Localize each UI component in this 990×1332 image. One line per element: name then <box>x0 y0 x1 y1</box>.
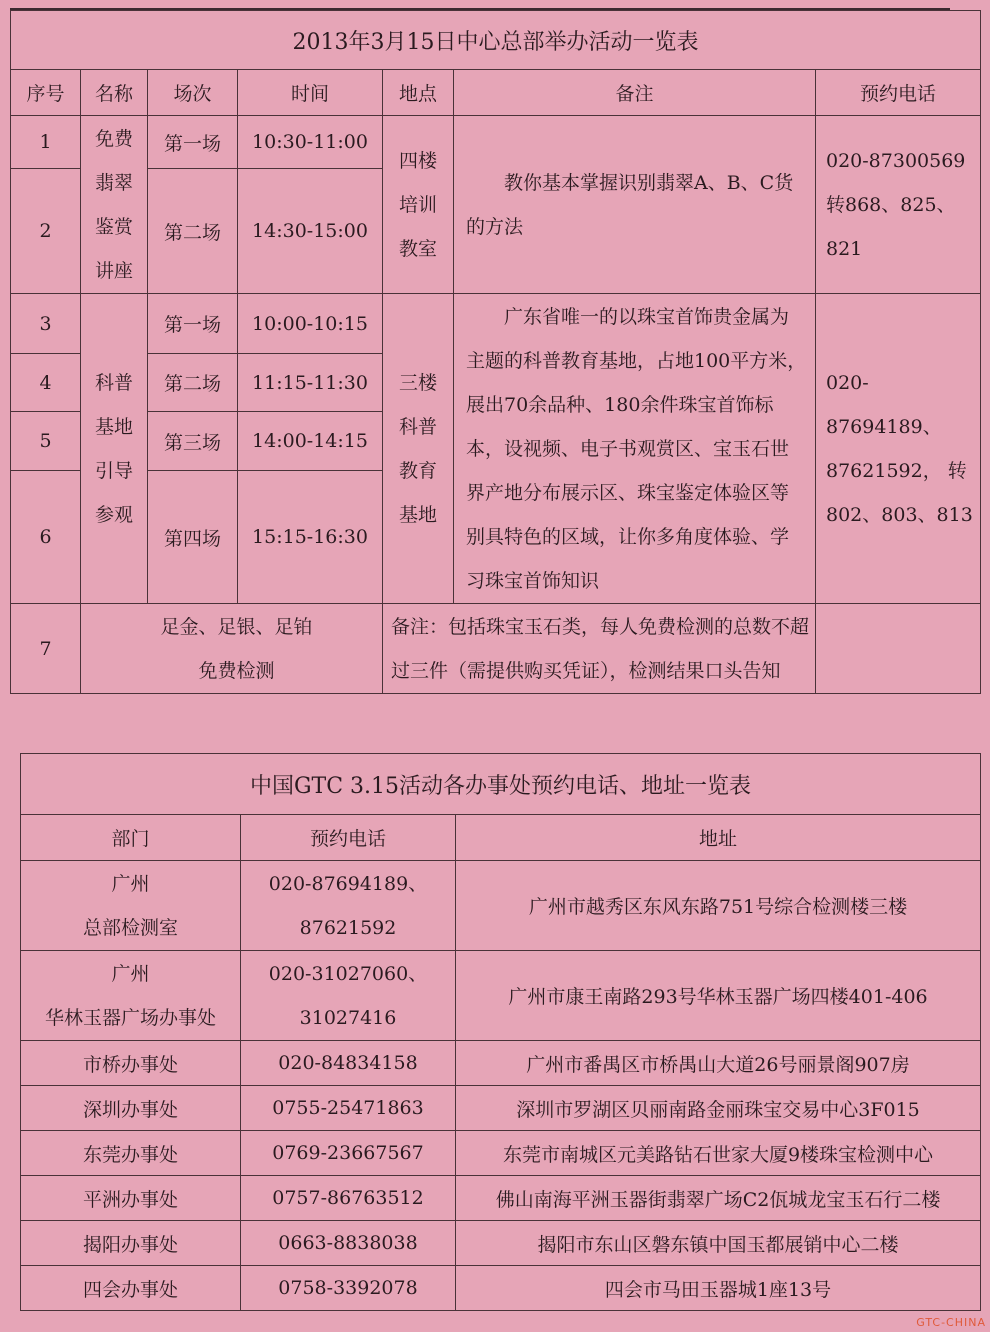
phone <box>241 951 456 1041</box>
table-row <box>11 294 981 354</box>
activity-schedule-table <box>10 10 981 694</box>
address: 四会市马田玉器城1座13号 <box>456 1266 981 1311</box>
dept-line: 广州 <box>111 872 150 895</box>
phone: 0758-3392078 <box>241 1266 456 1311</box>
name-line: 基地 <box>94 415 133 438</box>
table-row <box>21 1221 981 1266</box>
phone-line: 转868、825、821 <box>826 193 956 260</box>
department: 东莞办事处 <box>21 1131 241 1176</box>
table2-header-row <box>21 815 981 861</box>
header-phone: 预约电话 <box>816 70 981 116</box>
name-line: 引导 <box>94 459 133 482</box>
location-line: 基地 <box>398 503 437 526</box>
table-row <box>11 116 981 169</box>
location-line: 三楼 <box>398 371 437 394</box>
name-line: 讲座 <box>94 259 133 282</box>
header-time: 时间 <box>238 70 383 116</box>
header-address: 地址 <box>456 815 981 861</box>
phone <box>241 861 456 951</box>
time: 11:15-11:30 <box>238 354 383 412</box>
phone-line: 31027416 <box>299 1006 397 1029</box>
table-row <box>21 861 981 951</box>
address: 深圳市罗湖区贝丽南路金丽珠宝交易中心3F015 <box>456 1086 981 1131</box>
header-phone: 预约电话 <box>241 815 456 861</box>
activity-name <box>81 116 148 294</box>
remark-line: 备注：包括珠宝玉石类，每人免费检测的总数不超 <box>391 615 810 638</box>
session: 第三场 <box>148 412 238 471</box>
location <box>383 116 454 294</box>
session: 第二场 <box>148 169 238 294</box>
department <box>21 951 241 1041</box>
name-line: 免费检测 <box>198 659 275 682</box>
dept-line: 华林玉器广场办事处 <box>44 1006 216 1029</box>
address: 佛山南海平洲玉器街翡翠广场C2佤城龙宝玉石行二楼 <box>456 1176 981 1221</box>
phone: 0769-23667567 <box>241 1131 456 1176</box>
name-line: 鉴赏 <box>94 215 133 238</box>
phone: 020-84834158 <box>241 1041 456 1086</box>
address: 揭阳市东山区磐东镇中国玉都展销中心二楼 <box>456 1221 981 1266</box>
table-row <box>21 951 981 1041</box>
location-line: 培训 <box>398 193 437 216</box>
remark: 广东省唯一的以珠宝首饰贵金属为主题的科普教育基地，占地100平方米，展出70余品种、180余件珠宝首饰标本，设视频、电子书观赏区、宝玉石世界产地分布展示区、珠宝鉴定体验区等别具特色的区域，让你多角度体验、学习珠宝首饰知识 <box>454 294 816 604</box>
address: 东莞市南城区元美路钻石世家大厦9楼珠宝检测中心 <box>456 1131 981 1176</box>
activity-name <box>81 604 383 694</box>
booking-phone <box>816 294 981 604</box>
row-no: 3 <box>11 294 81 354</box>
header-name: 名称 <box>81 70 148 116</box>
header-no: 序号 <box>11 70 81 116</box>
phone-line: 020-31027060、 <box>268 962 428 985</box>
remark: 教你基本掌握识别翡翠A、B、C货的方法 <box>454 116 816 294</box>
row-no: 2 <box>11 169 81 294</box>
booking-phone <box>816 116 981 294</box>
department: 市桥办事处 <box>21 1041 241 1086</box>
location <box>383 294 454 604</box>
session: 第四场 <box>148 471 238 604</box>
phone-line: 87621592 <box>299 916 397 939</box>
phone-line: 87621592， 转 <box>826 459 967 482</box>
address: 广州市番禺区市桥禺山大道26号丽景阁907房 <box>456 1041 981 1086</box>
phone-line: 020-87694189、 <box>826 371 942 438</box>
remark-line: 过三件（需提供购买凭证），检测结果口头告知 <box>391 659 781 682</box>
phone: 0757-86763512 <box>241 1176 456 1221</box>
name-line: 参观 <box>94 503 133 526</box>
department: 深圳办事处 <box>21 1086 241 1131</box>
row-no: 6 <box>11 471 81 604</box>
time: 10:30-11:00 <box>238 116 383 169</box>
time: 10:00-10:15 <box>238 294 383 354</box>
header-session: 场次 <box>148 70 238 116</box>
table-row <box>21 1041 981 1086</box>
location-line: 教室 <box>398 237 437 260</box>
address: 广州市康王南路293号华林玉器广场四楼401-406 <box>456 951 981 1041</box>
phone-line: 802、803、813 <box>826 503 973 526</box>
department <box>21 861 241 951</box>
time: 14:00-14:15 <box>238 412 383 471</box>
time: 14:30-15:00 <box>238 169 383 294</box>
activity-name <box>81 294 148 604</box>
session: 第二场 <box>148 354 238 412</box>
table2-title: 中国GTC 3.15活动各办事处预约电话、地址一览表 <box>21 754 981 815</box>
header-remark: 备注 <box>454 70 816 116</box>
name-line: 翡翠 <box>94 171 133 194</box>
table1-title: 2013年3月15日中心总部举办活动一览表 <box>11 11 981 70</box>
department: 平洲办事处 <box>21 1176 241 1221</box>
watermark: GTC-CHINA <box>916 1316 986 1329</box>
dept-line: 广州 <box>111 962 150 985</box>
phone: 0663-8838038 <box>241 1221 456 1266</box>
phone: 0755-25471863 <box>241 1086 456 1131</box>
table1-header-row <box>11 70 981 116</box>
department: 揭阳办事处 <box>21 1221 241 1266</box>
dept-line: 总部检测室 <box>82 916 178 939</box>
table-row <box>21 1131 981 1176</box>
session: 第一场 <box>148 294 238 354</box>
office-contact-table <box>20 753 981 1311</box>
location-line: 教育 <box>398 459 437 482</box>
phone-line: 020-87300569 <box>826 149 966 172</box>
table-row <box>21 1176 981 1221</box>
row-no: 5 <box>11 412 81 471</box>
name-line: 足金、足银、足铂 <box>160 615 313 638</box>
row-no: 7 <box>11 604 81 694</box>
name-line: 科普 <box>94 371 133 394</box>
time: 15:15-16:30 <box>238 471 383 604</box>
table-row <box>21 1266 981 1311</box>
row-no: 1 <box>11 116 81 169</box>
address: 广州市越秀区东风东路751号综合检测楼三楼 <box>456 861 981 951</box>
department: 四会办事处 <box>21 1266 241 1311</box>
session: 第一场 <box>148 116 238 169</box>
header-department: 部门 <box>21 815 241 861</box>
row-no: 4 <box>11 354 81 412</box>
header-location: 地点 <box>383 70 454 116</box>
location-line: 科普 <box>398 415 437 438</box>
remark <box>383 604 816 694</box>
name-line: 免费 <box>94 127 133 150</box>
table-row <box>11 604 981 694</box>
location-line: 四楼 <box>398 149 437 172</box>
booking-phone-empty <box>816 604 981 694</box>
phone-line: 020-87694189、 <box>268 872 428 895</box>
table-row <box>21 1086 981 1131</box>
